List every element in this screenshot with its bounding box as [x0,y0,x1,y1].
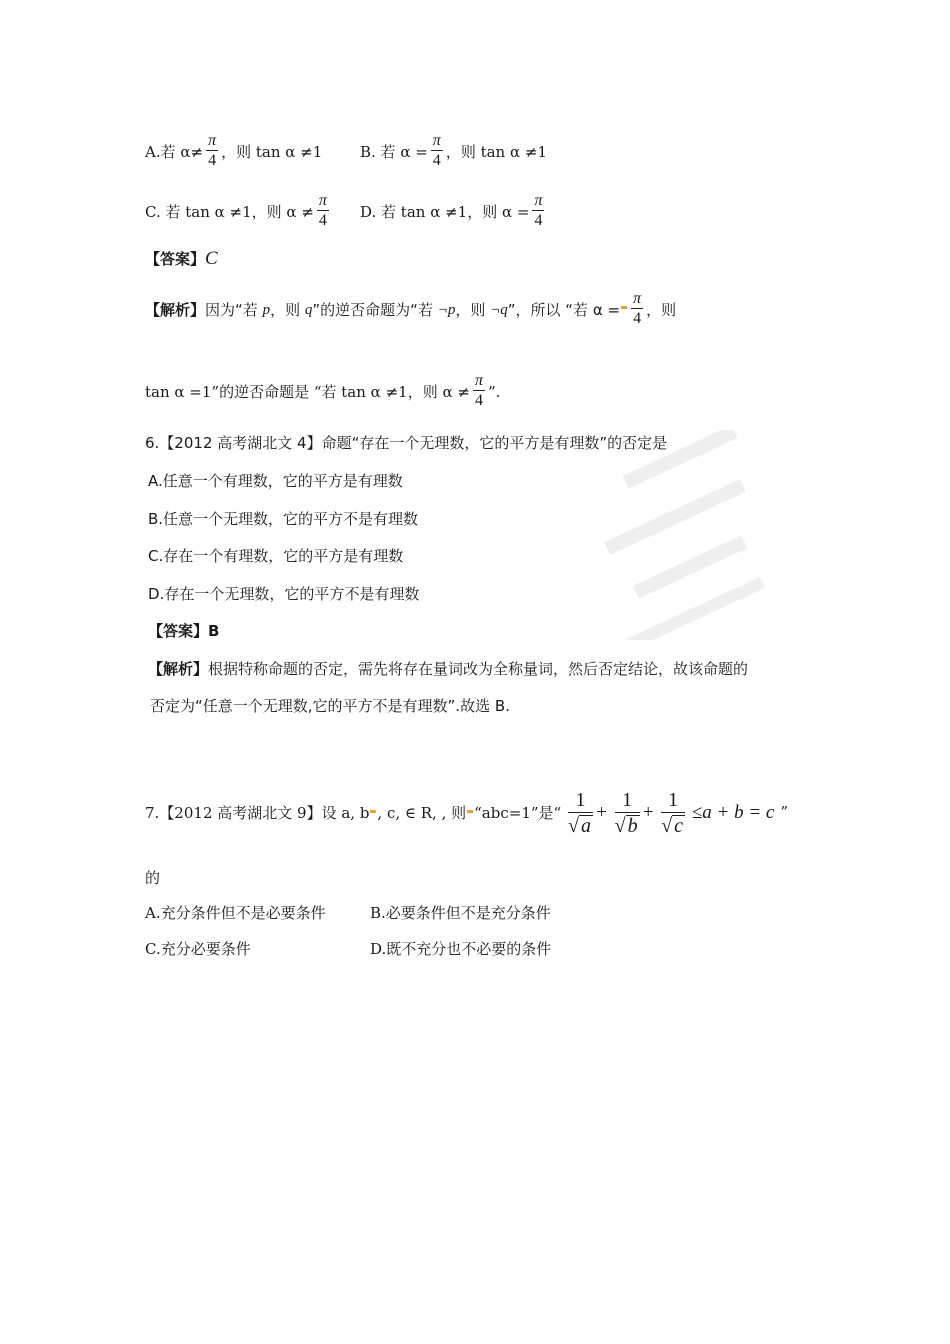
q7-stem: 7.【2012 高考湖北文 9】设 a, b , c, ∈ R, , 则 “abc=1”是“ $\frac{1}{√ a}$ + $\frac{1}{√ b}$ + $\frac{1}{√ c}$ ≤a + b = c ” [145,788,789,837]
q6-option-a: A.任意一个有理数，它的平方是有理数 [148,472,403,490]
pi-over-4-fraction: $\frac{\pi}{4}$ [633,290,642,327]
q6-analysis-line-2: 否定为“任意一个无理数,它的平方不是有理数”.故选 B. [150,697,510,715]
one-over-sqrt-b: $\frac{1}{√ b}$ [614,788,638,837]
q6-stem: 6.【2012 高考湖北文 4】命题“存在一个无理数，它的平方是有理数”的否定是 [145,434,668,452]
watermark-graphic [590,430,790,640]
q5-option-a: A.若 α≠ $\frac{\pi}{4}$ ，则 tan α ≠1 [145,132,323,169]
one-over-sqrt-c: $\frac{1}{√ c}$ [661,788,684,837]
q7-stem-end: 的 [145,869,161,887]
pi-over-4-fraction: $\frac{\pi}{4}$ [208,132,217,169]
q5-option-b: B. 若 α = $\frac{\pi}{4}$ ，则 tan α ≠1 [360,132,547,169]
one-over-sqrt-a: $\frac{1}{√ a}$ [568,788,591,837]
q5-analysis-line-1: 【解析】因为“若 p，则 q”的逆否命题为“若 ¬p，则 ¬q”，所以 “若 α = $\frac{\pi}{4}$ ，则 [145,290,677,327]
q5-option-d: D. 若 tan α ≠1，则 α = $\frac{\pi}{4}$ [360,192,543,229]
pi-over-4-fraction: $\frac{\pi}{4}$ [318,192,327,229]
q7-option-c: C.充分必要条件 [145,940,251,958]
highlight-mark [467,810,473,813]
q6-analysis-line-1: 【解析】根据特称命题的否定，需先将存在量词改为全称量词，然后否定结论，故该命题的 [148,659,749,678]
pi-over-4-fraction: $\frac{\pi}{4}$ [432,132,441,169]
q6-option-c: C.存在一个有理数，它的平方是有理数 [148,547,404,565]
highlight-mark [621,306,627,309]
q5-option-c: C. 若 tan α ≠1，则 α ≠ $\frac{\pi}{4}$ [145,192,327,229]
pi-over-4-fraction: $\frac{\pi}{4}$ [534,192,543,229]
q6-option-d: D.存在一个无理数，它的平方不是有理数 [148,585,420,603]
q5-answer: 【答案】C [145,248,218,269]
q6-answer: 【答案】B [148,622,220,640]
q7-option-a: A.充分条件但不是必要条件 [145,904,326,922]
q6-option-b: B.任意一个无理数，它的平方不是有理数 [148,510,419,528]
q7-option-b: B.必要条件但不是充分条件 [370,904,551,922]
pi-over-4-fraction: $\frac{\pi}{4}$ [474,372,483,409]
q7-option-d: D.既不充分也不必要的条件 [370,940,552,958]
highlight-mark [370,810,376,813]
q5-analysis-line-2: tan α =1”的逆否命题是 “若 tan α ≠1，则 α ≠ $\frac{\pi}{4}$ ”. [145,372,501,409]
